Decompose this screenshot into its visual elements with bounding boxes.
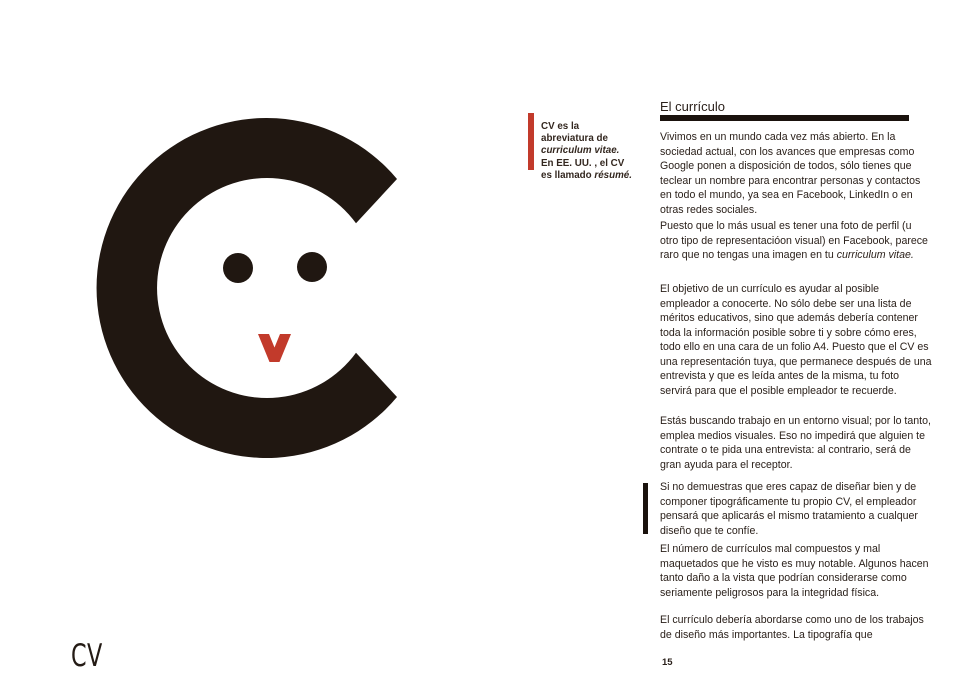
left-eye-dot: [223, 253, 253, 283]
mouth-v-glyph: [258, 334, 291, 362]
note-line-italic-text: curriculum vitae.: [541, 145, 620, 157]
paragraph-italic-text: curriculum vitae.: [836, 249, 914, 261]
paragraph-text: Puesto que lo más usual es tener una foto de perfil (u otro tipo de representacióon visual) en Facebook, parece raro que no tengas una imagen en tu: [660, 220, 928, 261]
paragraph-profile-photo: [660, 219, 932, 263]
paragraph-cv-objective: El objetivo de un currículo es ayudar al posible empleador a conocerte. No sólo debe ser una lista de méritos educativos, sino que además debería contener toda la información posible sobre ti y sobre cómo eres, todo ello en una cara de un folio A4. Puesto que el CV es una representación tuya, que permanece después de una entrevista y que es leída antes de la misma, tu foto servirá para que el posible empleador te recuerde.: [660, 283, 932, 397]
article-heading: El currículo: [660, 99, 726, 114]
note-line: [541, 133, 661, 145]
heading-rule: [660, 115, 909, 121]
paragraph-design-your-cv: Si no demuestras que eres capaz de diseñar bien y de componer tipográficamente tu propio CV, el empleador pensará que aplicarás el mismo tratamiento a cualquer diseño que te confíe.: [660, 481, 918, 537]
letter-c-face-artwork: [85, 105, 415, 470]
note-accent-bar: [528, 113, 534, 170]
note-line-text: CV es la: [541, 121, 580, 132]
note-line: [541, 170, 661, 182]
note-line: [541, 121, 661, 133]
note-line-text: En EE. UU. , el CV: [541, 157, 625, 169]
right-eye-dot: [297, 252, 327, 282]
note-line: [541, 158, 661, 170]
paragraph-open-world: Vivimos en un mundo cada vez más abierto. En la sociedad actual, con los avances que empresas como Google ponen a disposición de todos, sólo tienes que teclear un nombre para encontrar personas y contactos en todo el mundo, ya sea en Facebook, LinkedIn o en otras redes sociales.: [660, 131, 921, 216]
paragraph-badly-composed: El número de currículos mal compuestos y mal maquetados que he visto es muy notable. Algunos hacen tanto daño a la vista que podrían considerarse como seriamente peligrosos para la integridad física.: [660, 543, 929, 599]
note-line-italic-text: résumé.: [594, 169, 632, 181]
pull-quote-bar: [643, 483, 648, 534]
note-line: [541, 145, 661, 157]
paragraph-most-important-work: El currículo debería abordarse como uno de los trabajos de diseño más importantes. La tipografía que: [660, 614, 924, 641]
margin-note-text: [541, 121, 661, 182]
paragraph-visual-media: Estás buscando trabajo en un entorno visual; por lo tanto, emplea medios visuales. Eso no impedirá que alguien te contrate o te pida una entrevista: al contrario, será de gran ayuda para el receptor.: [660, 415, 931, 471]
footer-cv-logo: CV: [71, 638, 103, 674]
note-line-text: es llamado: [541, 169, 595, 181]
note-line-text: abreviatura de: [541, 133, 608, 145]
letter-c-glyph: [97, 118, 397, 458]
page-number: 15: [662, 657, 673, 668]
